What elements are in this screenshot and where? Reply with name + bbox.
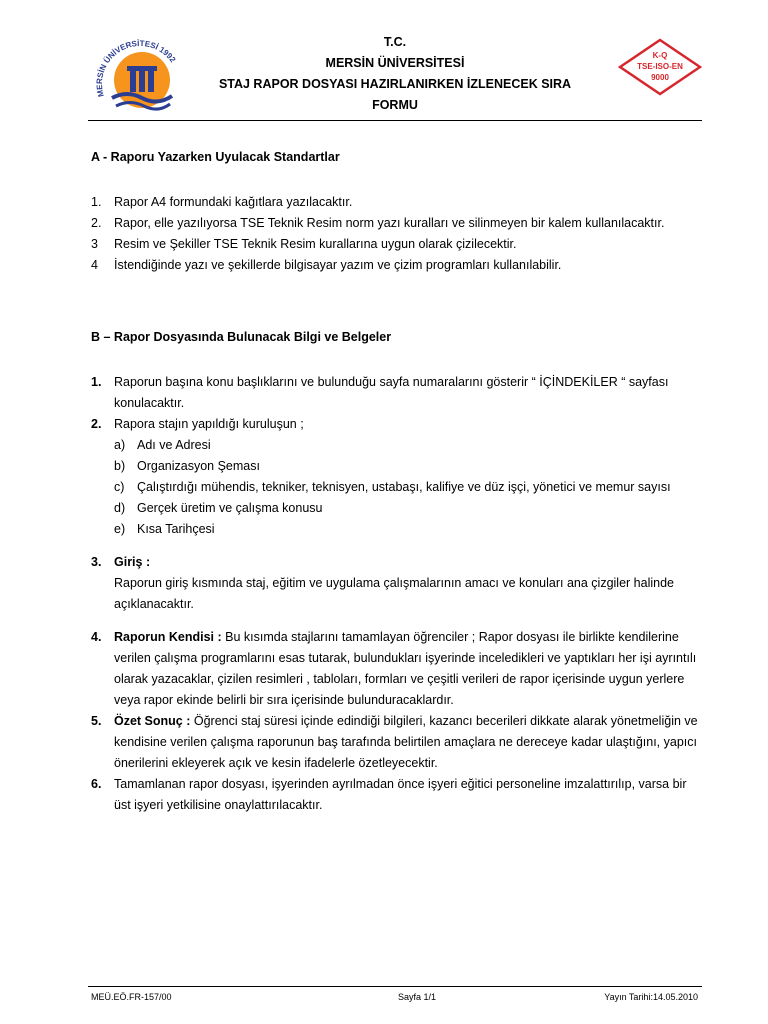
title-line-4: FORMU <box>372 98 418 112</box>
sub-item-text: Kısa Tarihçesi <box>137 522 215 536</box>
publish-date: Yayın Tarihi:14.05.2010 <box>604 992 698 1002</box>
title-line-3: STAJ RAPOR DOSYASI HAZIRLANIRKEN İZLENECEK SIRA <box>218 77 572 91</box>
footer-divider <box>88 986 702 987</box>
document-header <box>88 28 702 120</box>
tse-logo-line-1: K-Q <box>652 51 668 60</box>
sub-list <box>114 435 701 540</box>
tse-logo-line-2: TSE-ISO-EN <box>637 62 683 71</box>
item-text: Resim ve Şekiller TSE Teknik Resim kurallarına uygun olarak çizilecektir. <box>114 237 517 251</box>
item-number: 1. <box>91 195 102 209</box>
item-number: 5. <box>91 714 102 728</box>
item-label: Özet Sonuç : <box>114 714 191 728</box>
list-item <box>91 192 711 213</box>
sub-item-letter: e) <box>114 522 126 536</box>
section-a-title: A - Raporu Yazarken Uyulacak Standartlar <box>91 150 340 164</box>
sub-item-letter: d) <box>114 501 126 515</box>
item-number: 1. <box>91 375 102 389</box>
item-text: Rapor A4 formundaki kağıtlara yazılacaktır. <box>114 195 353 209</box>
item-label: Raporun Kendisi : <box>114 630 222 644</box>
tse-certification-logo <box>618 38 702 96</box>
item-text: İstendiğinde yazı ve şekillerde bilgisayar yazım ve çizim programları kullanılabilir. <box>114 258 562 272</box>
title-line-1: T.C. <box>383 35 407 49</box>
sub-item-letter: b) <box>114 459 126 473</box>
sub-item-text: Çalıştırdığı mühendis, tekniker, teknisyen, ustabaşı, kalifiye ve düz işçi, yönetici ve memur sayısı <box>137 480 671 494</box>
header-divider <box>88 120 702 121</box>
list-item <box>91 552 701 615</box>
item-number: 2. <box>91 417 102 431</box>
sub-item-text: Gerçek üretim ve çalışma konusu <box>137 501 323 515</box>
list-item <box>91 711 701 774</box>
sub-list-item <box>114 435 701 456</box>
tse-logo-line-3: 9000 <box>651 73 669 82</box>
list-item <box>91 414 701 540</box>
list-item <box>91 213 711 234</box>
sub-list-item <box>114 498 701 519</box>
list-item <box>91 255 711 276</box>
list-item <box>91 627 701 711</box>
item-number: 3 <box>91 237 98 251</box>
university-logo <box>92 34 188 114</box>
form-title <box>178 32 612 116</box>
item-text: Raporun başına konu başlıklarını ve bulunduğu sayfa numaralarını gösterir “ İÇİNDEKİLER “ sayfası konulacaktır. <box>114 375 669 410</box>
title-line-2: MERSİN ÜNİVERSİTESİ <box>325 56 465 70</box>
item-text: Rapora stajın yapıldığı kuruluşun ; <box>114 417 304 431</box>
item-number: 4. <box>91 630 102 644</box>
item-text: Tamamlanan rapor dosyası, işyerinden ayrılmadan önce işyeri eğitici personeline imzalattırılıp, varsa bir üst işyeri yetkilisine onaylattırılacaktır. <box>114 777 687 812</box>
sub-list-item <box>114 477 701 498</box>
item-text: Bu kısımda stajlarını tamamlayan öğrenciler ; Rapor dosyası ile birlikte kendilerine verilen çalışma programlarını esas tutarak, bulundukları işyerinde inceledikleri ve yaptıkları her işi ayrıntılı olarak yazacaklar, çizilen resimleri , tabloları, formları ve çeşitli verileri de rapor içerisinde uygun yerlere veya rapor ekinde belirli bir sıra içerisinde bulunduracaklardır. <box>114 630 697 707</box>
logo-arc-text: MERSİN ÜNİVERSİTESİ 1992 <box>94 38 178 98</box>
item-text: Raporun giriş kısmında staj, eğitim ve uygulama çalışmalarının amacı ve konuları ana çizgiler halinde açıklanacaktır. <box>114 576 674 611</box>
item-number: 4 <box>91 258 98 272</box>
item-number: 6. <box>91 777 102 791</box>
item-number: 3. <box>91 555 102 569</box>
form-code: MEÜ.EÖ.FR-157/00 <box>91 992 172 1002</box>
list-item <box>91 372 701 414</box>
sub-list-item <box>114 519 701 540</box>
page-number: Sayfa 1/1 <box>398 992 437 1002</box>
section-b-title: B – Rapor Dosyasında Bulunacak Bilgi ve Belgeler <box>91 330 392 344</box>
sub-item-text: Organizasyon Şeması <box>137 459 260 473</box>
sub-list-item <box>114 456 701 477</box>
item-text: Rapor, elle yazılıyorsa TSE Teknik Resim norm yazı kuralları ve silinmeyen bir kalem kullanılacaktır. <box>114 216 665 230</box>
list-item <box>91 774 701 816</box>
sub-item-text: Adı ve Adresi <box>137 438 211 452</box>
section-b-list <box>91 372 701 816</box>
sub-item-letter: c) <box>114 480 125 494</box>
sub-item-letter: a) <box>114 438 126 452</box>
item-label: Giriş : <box>114 555 151 569</box>
list-item <box>91 234 711 255</box>
item-number: 2. <box>91 216 102 230</box>
item-text: Öğrenci staj süresi içinde edindiği bilgileri, kazancı becerileri dikkate alarak yönetmeliğin ve kendisine verilen çalışma raporunun baş tarafında belirtilen amaçlara ne dereceye kadar ulaştığını, yapıcı önerilerini ekleyerek açık ve kesin ifadelerle özetleyecektir. <box>114 714 698 770</box>
section-a-list <box>91 192 711 276</box>
